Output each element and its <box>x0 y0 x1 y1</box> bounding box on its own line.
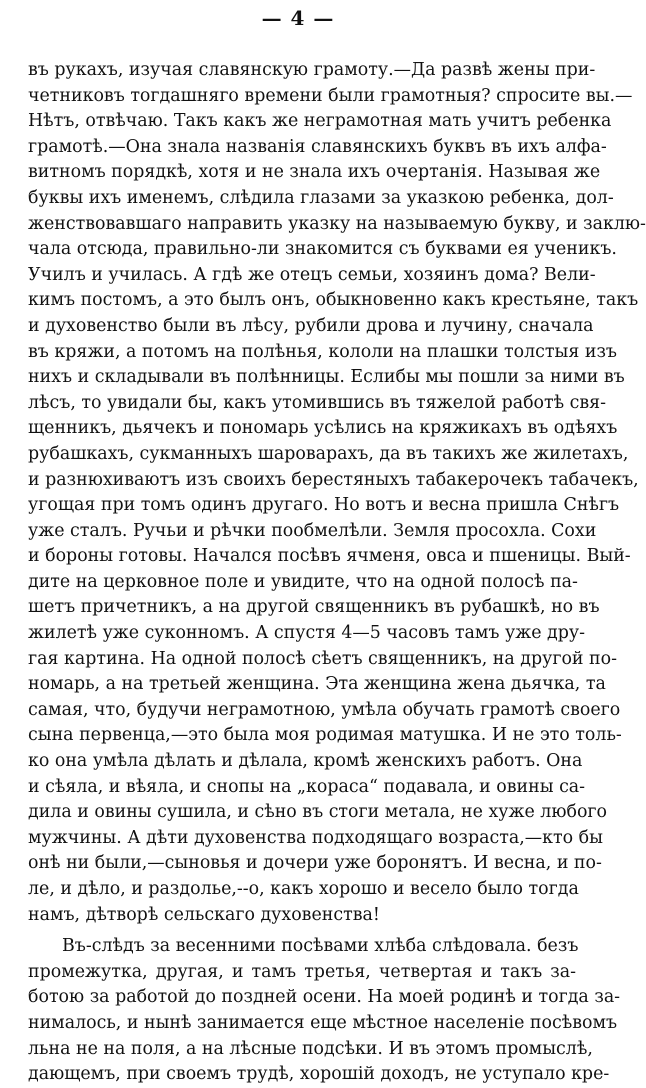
text-line: дите на церковное поле и увидите, что на одной полосѣ па- <box>28 571 578 592</box>
text-line: самая, что, будучи неграмотною, умѣла обучать грамотѣ своего <box>28 699 621 720</box>
text-line: Въ-слѣдъ за весенними посѣвами хлѣба слѣдовала. безъ <box>62 936 579 957</box>
text-line: лѣсъ, то увидали бы, какъ утомившись въ тяжелой работѣ свя- <box>28 392 607 413</box>
text-line: промежутка, другая, и тамъ третья, четвертая и такъ за- <box>28 961 576 982</box>
text-line: въ кряжи, а потомъ на полѣнья, кололи на плашки толстыя изъ <box>28 341 617 362</box>
page-number: — 4 — <box>261 6 335 30</box>
text-line: мужчины. А дѣти духовенства подходящаго возраста,—кто бы <box>28 827 603 848</box>
text-line: онѣ ни были,—сыновья и дочери уже боронятъ. И весна, и по- <box>28 853 602 874</box>
text-line: чала отсюда, правильно-ли знакомится съ буквами ея ученикъ. <box>28 239 617 260</box>
text-line: ко она умѣла дѣлать и дѣлала, кромѣ женскихъ работъ. Она <box>28 751 583 772</box>
text-line: буквы ихъ именемъ, слѣдила глазами за указкою ребенка, дол- <box>28 187 614 208</box>
text-line: намъ, дѣтворѣ сельскаго духовенства! <box>28 904 380 925</box>
text-line: жилетѣ уже суконномъ. А спустя 4—5 часовъ тамъ уже дру- <box>28 623 585 644</box>
paragraph-1 <box>28 58 646 928</box>
text-body <box>28 58 646 1088</box>
text-line: льна не на поля, а на лѣсные подсѣки. И въ этомъ промыслѣ, <box>28 1038 593 1059</box>
text-line: витномъ порядкѣ, хотя и не знала ихъ очертанія. Называя же <box>28 162 601 183</box>
text-line: уже сталъ. Ручьи и рѣчки пообмелѣли. Земля просохла. Сохи <box>28 520 597 541</box>
text-line: и сѣяла, и вѣяла, и снопы на „кораса“ подавала, и овины са- <box>28 776 586 797</box>
text-line: четниковъ тогдашняго времени были грамотныя? спросите вы.— <box>28 85 633 106</box>
text-line: ле, и дѣло, и раздолье,--о, какъ хорошо и весело было тогда <box>28 879 579 899</box>
text-line: нималось, и нынѣ занимается еще мѣстное населеніе посѣвомъ <box>28 1012 618 1033</box>
text-line: и духовенство были въ лѣсу, рубили дрова и лучину, сначала <box>28 315 594 336</box>
text-line: женствовавшаго направить указку на называемую букву, и заклю- <box>28 213 646 234</box>
text-line: и разнюхиваютъ изъ своихъ берестяныхъ табакерочекъ табачекъ, <box>28 469 639 490</box>
text-line: шетъ причетникъ, а на другой священникъ въ рубашкѣ, но въ <box>28 597 600 618</box>
text-line: рубашкахъ, сукманныхъ шароварахъ, да въ такихъ же жилетахъ, <box>28 443 629 464</box>
text-line: нихъ и складывали въ полѣнницы. Еслибы мы пошли за ними въ <box>28 367 625 388</box>
text-line: кимъ постомъ, а это былъ онъ, обыкновенно какъ крестьяне, такъ <box>28 290 639 311</box>
text-line: Училъ и училась. А гдѣ же отецъ семьи, хозяинъ дома? Вели- <box>28 264 596 285</box>
text-line: гая картина. На одной полосѣ сѣетъ священникъ, на другой по- <box>28 648 617 669</box>
text-line: дила и овины сушила, и сѣно въ стоги метала, не хуже любого <box>28 802 608 823</box>
text-line: номарь, а на третьей женщина. Эта женщина жена дьячка, та <box>28 674 606 695</box>
paragraph-2 <box>28 934 621 1088</box>
text-line: сына первенца,—это была моя родимая матушка. И не это толь- <box>28 725 622 746</box>
text-line: ботою за работой до поздней осени. На моей родинѣ и тогда за- <box>28 987 621 1008</box>
text-line: дающемъ, при своемъ трудѣ, хорошій доходъ, не уступало кре- <box>28 1064 610 1085</box>
text-line: щенникъ, дьячекъ и пономарь усѣлись на кряжикахъ въ одѣяхъ <box>28 418 618 439</box>
text-line: въ рукахъ, изучая славянскую грамоту.—Да развѣ жены при- <box>28 60 596 80</box>
text-line: грамотѣ.—Она знала названія славянскихъ буквъ въ ихъ алфа- <box>28 136 607 157</box>
text-line: и бороны готовы. Начался посѣвъ ячменя, овса и пшеницы. Вый- <box>28 546 631 567</box>
text-line: угощая при томъ одинъ другаго. Но вотъ и весна пришла Снѣгъ <box>28 495 620 516</box>
text-line: Нѣтъ, отвѣчаю. Такъ какъ же неграмотная мать учитъ ребенка <box>28 111 612 132</box>
